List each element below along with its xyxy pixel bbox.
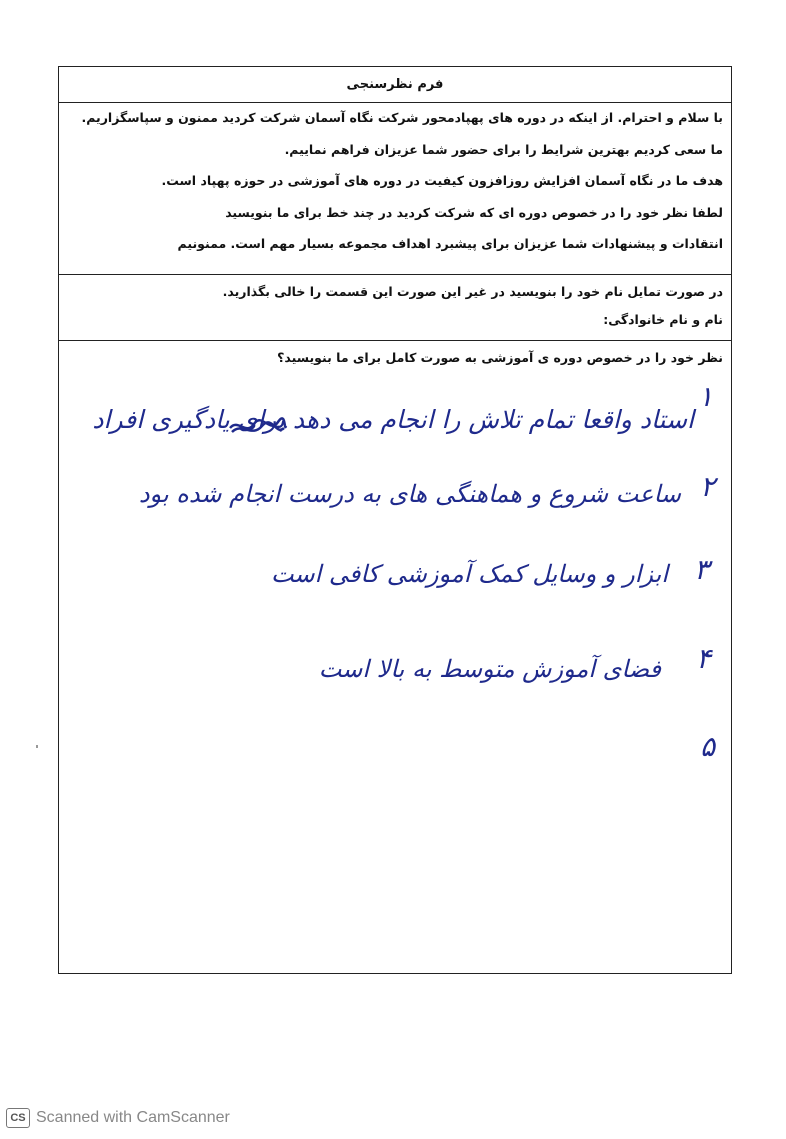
answer-number: ۲ [700,470,716,503]
intro-section [59,102,731,275]
name-instruction: در صورت تمایل نام خود را بنویسید در غیر این صورت این قسمت را خالی بگذارید. [222,284,723,299]
answer-number: ۵ [700,730,716,763]
camscanner-logo-icon: CS [6,1108,30,1128]
answer-number: ۴ [696,642,712,675]
intro-line: هدف ما در نگاه آسمان افزایش روزافزون کیفیت در دوره های آموزشی در حوزه پهپاد است. [161,173,723,188]
handwritten-answer: استاد واقعا تمام تلاش را انجام می دهد برای یادگیری افراد [92,405,694,434]
scanner-watermark [0,1104,306,1132]
form-title: فرم نظرسنجی [59,67,731,103]
ink-scribble [228,414,288,440]
intro-line: ما سعی کردیم بهترین شرایط را برای حضور شما عزیزان فراهم نماییم. [284,141,723,157]
handwritten-answer: فضای آموزش متوسط به بالا است [318,655,661,683]
intro-line: با سلام و احترام. از اینکه در دوره های پهپادمحور شرکت نگاه آسمان شرکت کردید ممنون و سپاسگزاریم. [81,110,723,125]
intro-line: لطفا نظر خود را در خصوص دوره ای که شرکت کردید در چند خط برای ما بنویسید [225,204,723,220]
answer-number: ۳ [694,553,710,586]
handwritten-answer: ابزار و وسایل کمک آموزشی کافی است [270,560,668,588]
answer-number: ۱ [698,380,714,413]
scanner-text: Scanned with CamScanner [36,1109,230,1126]
survey-form [58,66,732,974]
name-label: نام و نام خانوادگی: [603,312,723,327]
answer-prompt: نظر خود را در خصوص دوره ی آموزشی به صورت کامل برای ما بنویسید؟ [277,350,723,365]
intro-line: انتقادات و پیشنهادات شما عزیزان برای پیشبرد اهداف مجموعه بسیار مهم است. ممنونیم [177,236,723,251]
handwritten-answer: ساعت شروع و هماهنگی های به درست انجام شده بود [138,480,681,508]
scan-speck [36,745,38,748]
name-section [59,275,731,341]
